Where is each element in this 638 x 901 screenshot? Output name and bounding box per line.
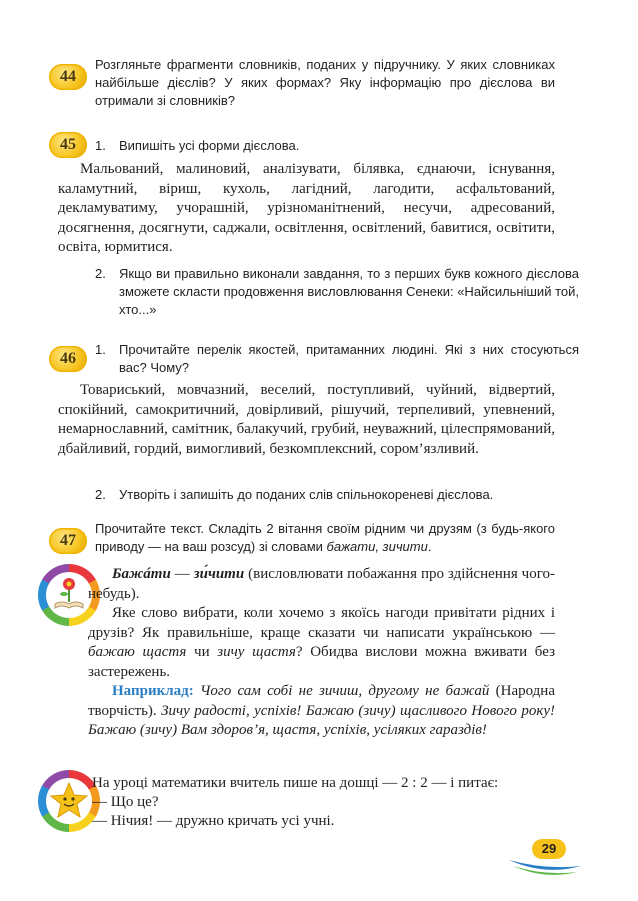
task-text: Якщо ви правильно виконали завдання, то з перших букв кожного дієслова зможете скласти продовження висловлювання Сенеки: «Найсильніший той, хто...» [119, 266, 579, 317]
exercise-45-word-list: Мальований, малиновий, аналізувати, білявка, єднаючи, існування, каламутний, віриш, кухоль, лагідний, лагодити, асфальтований, декламуватиму, учорашній, урізноманітнений, несучи, адресований, досягнення, досягнути, саджали, освітлення, освітлений, бавитися, освітити, освіта, юрмитися. [58, 161, 555, 255]
rule-definition-text: (висловлювати побажання про здійснення чого-небудь). [88, 566, 555, 602]
task-keywords: бажати, зичити [326, 539, 428, 554]
exercise-46-word-list: Товариський, мовчазний, веселий, поступливий, чуйний, відвертий, спокійний, самокритичний, довірливий, рішучий, терпеливий, упевнений, немарнославний, самітник, балакучий, грубий, неуважний, цілеспрямований, дбайливий, гордий, вимогливий, безкомплексний, сором’язливий. [58, 382, 555, 457]
example-wishes: Зичу радості, успіхів! Бажаю (зичу) щасливого Нового року! Бажаю (зичу) Вам здоров’я, щастя, успіхів, усіляких гараздів! [88, 702, 555, 738]
page-number: 29 [532, 839, 566, 859]
task-number: 2. [95, 266, 106, 281]
rule-word-bazhaty: Бажáти [112, 566, 171, 582]
rule-example [88, 682, 555, 741]
rule-text: ? Обидва вислови можна вживати без застережень. [88, 644, 556, 680]
exercise-47-badge: 47 [49, 528, 87, 554]
rule-dash: — [170, 566, 194, 582]
task-number: 1. [95, 138, 106, 153]
example-source: (Народна творчість). [88, 683, 555, 719]
example-label: Наприклад: [112, 683, 194, 699]
task-number: 2. [95, 487, 106, 502]
rule-italic-phrase: бажаю щастя [88, 644, 187, 660]
task-text: Прочитайте текст. Складіть 2 вітання своїм рідним чи друзям (з будь-якого приводу — на ваш розсуд) зі словами [95, 521, 555, 554]
task-number: 1. [95, 342, 106, 357]
joke-line-1: На уроці математики вчитель пише на дошці — 2 : 2 — і питає: [92, 775, 499, 791]
exercise-46-task2 [95, 486, 555, 504]
exercise-45-badge: 45 [49, 132, 87, 158]
joke-line-3: — Нічия! — дружно кричать усі учні. [92, 813, 335, 829]
exercise-44-text: Розгляньте фрагменти словників, поданих у підручнику. У яких словниках найбільше дієслів? У яких формах? Яку інформацію про дієслова ви отримали зі словників? [95, 57, 555, 108]
task-text: Випишіть усі форми дієслова. [119, 138, 300, 153]
task-end: . [427, 539, 432, 554]
joke-line-2: — Що це? [92, 794, 159, 810]
exercise-45-task1 [95, 137, 555, 155]
smiling-star-icon [38, 770, 100, 832]
exercise-47-text [95, 520, 555, 556]
task-text: Прочитайте перелік якостей, притаманних людині. Які з них стосуються вас? Чому? [119, 342, 579, 375]
rule-paragraph [88, 604, 555, 682]
rule-definition [88, 565, 555, 604]
rule-text: Яке слово вибрати, коли хочемо з якоїсь нагоди привітати рідних і друзів? Як правильніше, краще сказати чи написати українською — [88, 605, 555, 641]
rule-word-zychyty: зи́чити [193, 566, 245, 582]
exercise-46-badge: 46 [49, 346, 87, 372]
exercise-45-task2 [95, 265, 579, 319]
rule-italic-phrase: зичу щастя [217, 644, 296, 660]
exercise-44-badge: 44 [49, 64, 87, 90]
rule-text: чи [186, 644, 218, 660]
exercise-46-task1 [95, 341, 579, 377]
example-proverb: Чого сам собі не зичиш, другому не бажай [193, 683, 490, 699]
task-text: Утворіть і запишіть до поданих слів спільнокореневі дієслова. [119, 487, 494, 502]
